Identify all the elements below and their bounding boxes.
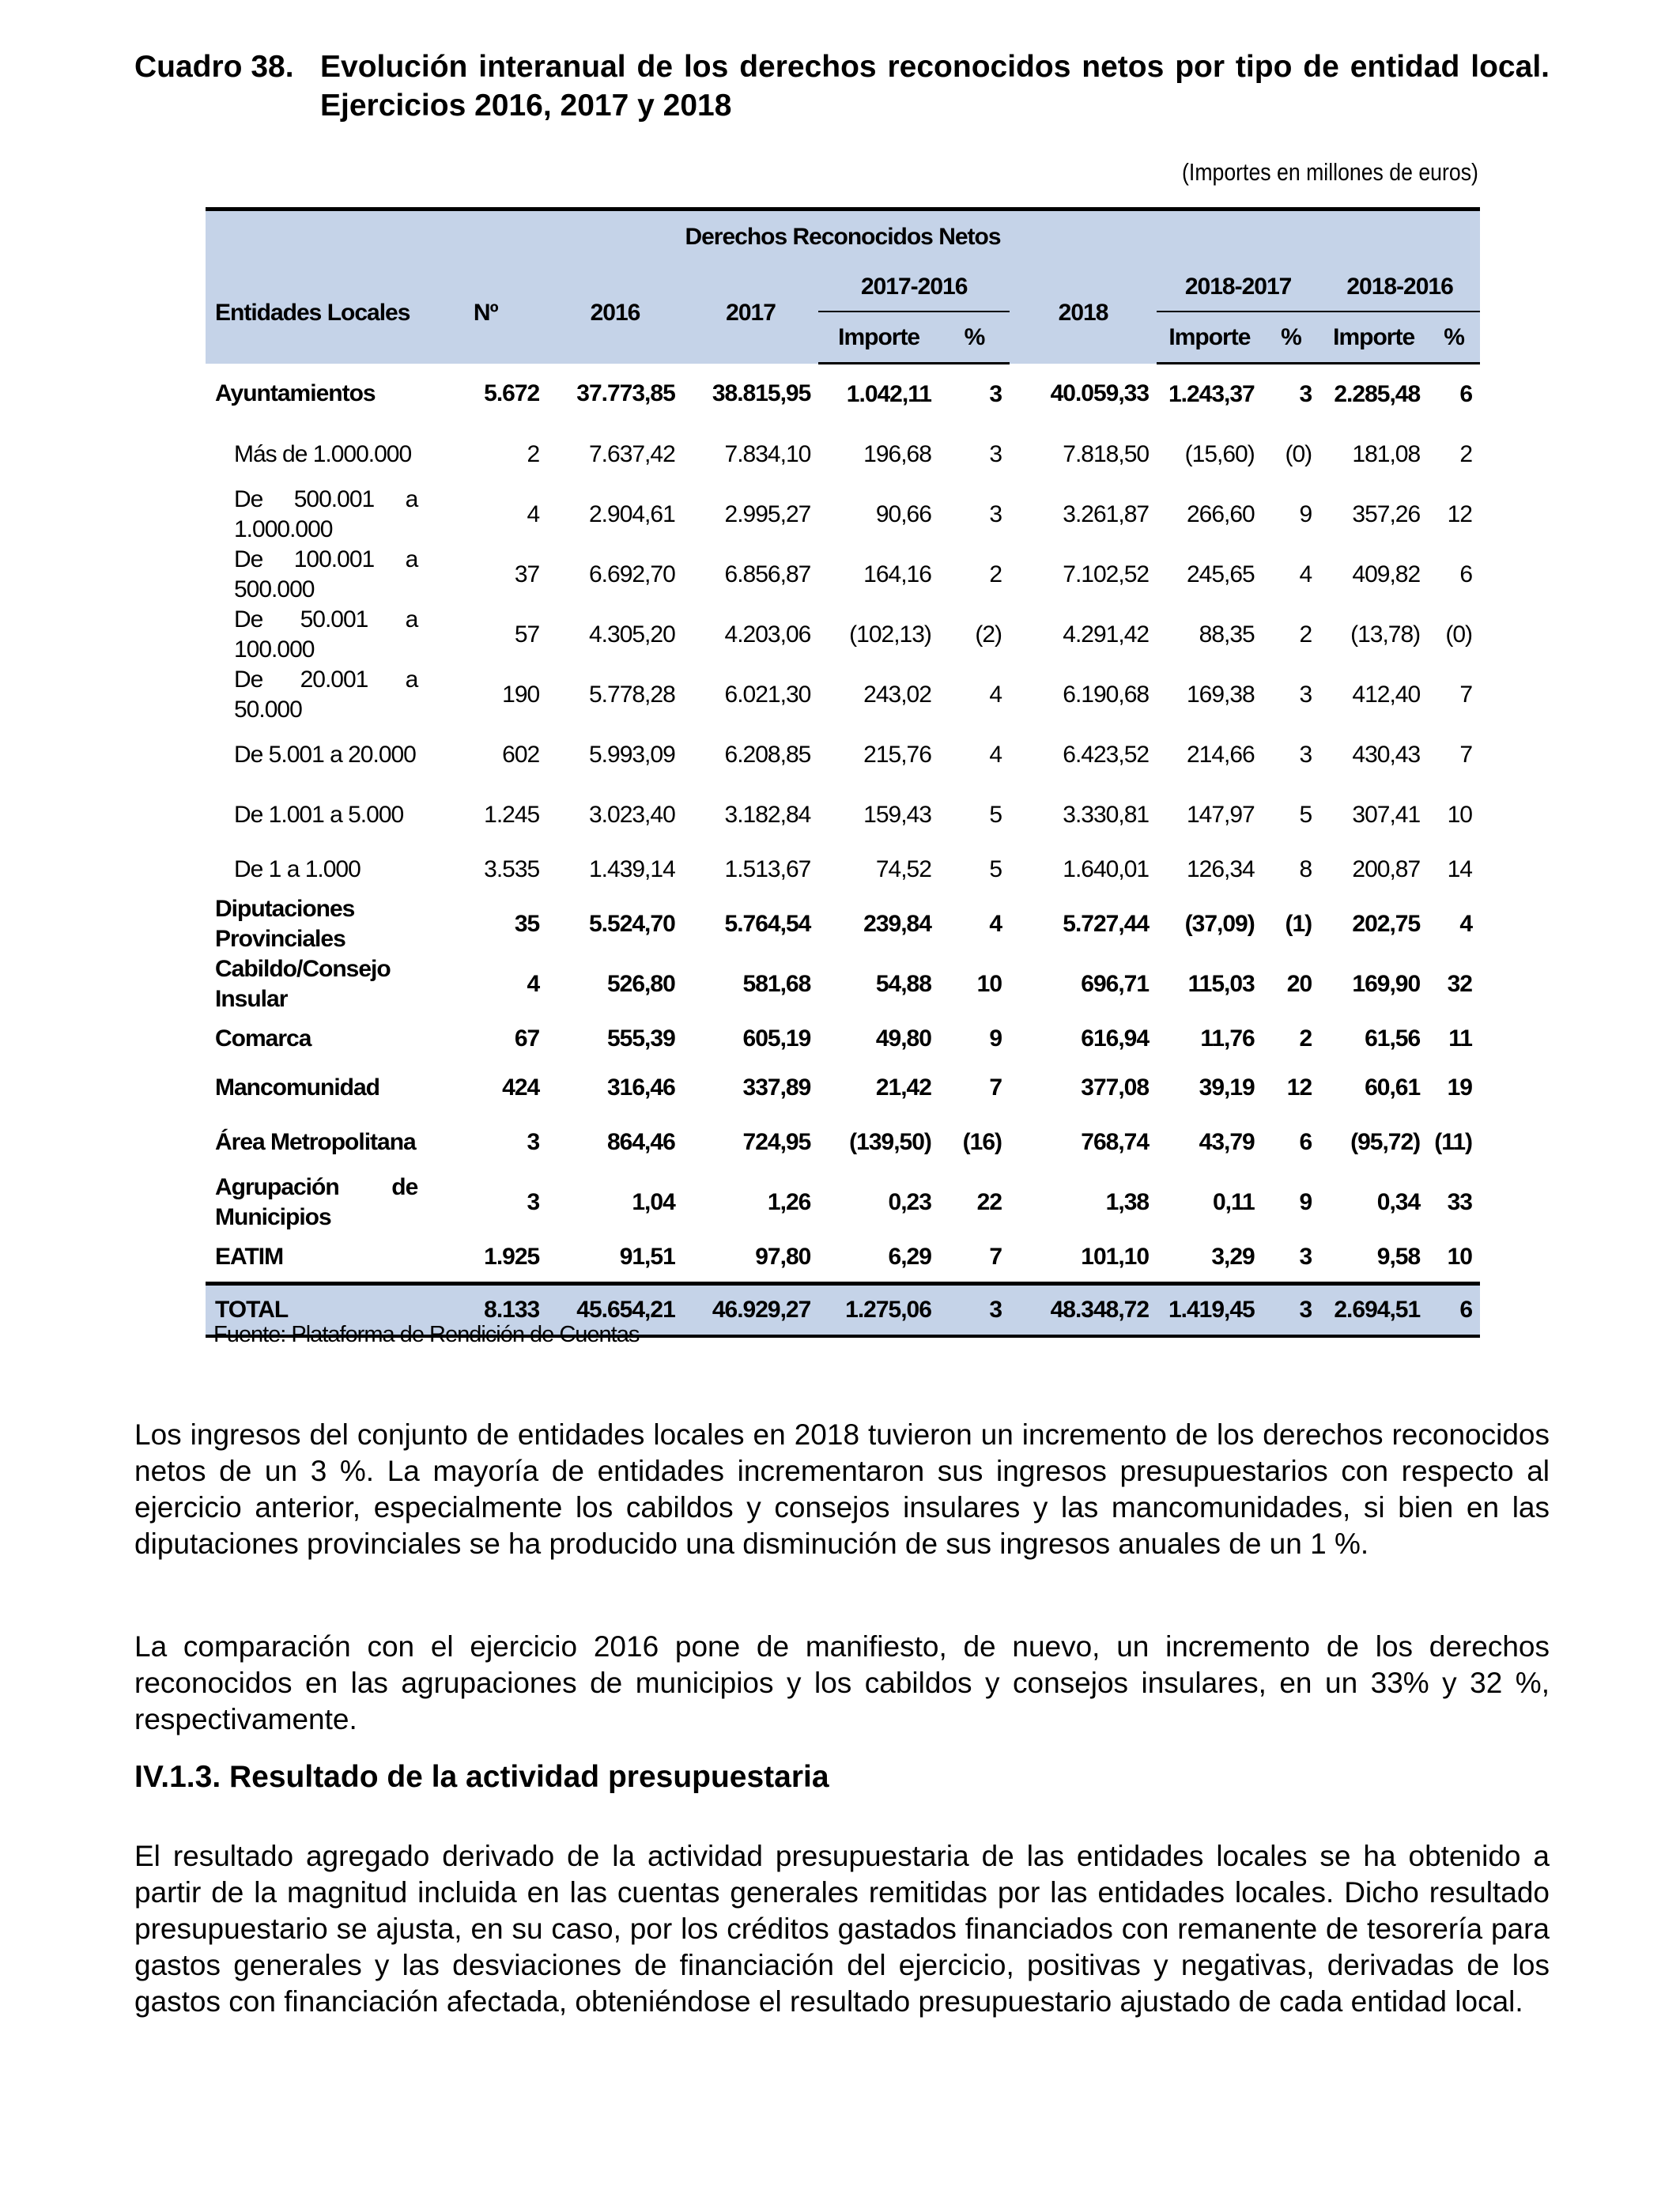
cell: (37,09) <box>1184 911 1255 937</box>
cell: (15,60) <box>1184 441 1255 467</box>
cell: 3 <box>1263 1284 1319 1337</box>
cell: 4 <box>989 742 1002 768</box>
cell: 1.925 <box>484 1244 540 1270</box>
table-header <box>206 210 1480 364</box>
cell: 45.654,21 <box>547 1284 683 1337</box>
cell: 54,88 <box>875 971 931 997</box>
header-2016: 2016 <box>547 263 683 364</box>
cell: 12 <box>1447 501 1472 527</box>
cell: 2.904,61 <box>588 501 675 527</box>
cell: 5 <box>989 856 1002 882</box>
cell: 200,87 <box>1352 856 1421 882</box>
cell: 245,65 <box>1186 561 1255 587</box>
cell: 3 <box>1299 742 1312 768</box>
cell: 3 <box>527 1129 540 1155</box>
cell: 3 <box>989 441 1002 467</box>
cell: 19 <box>1447 1074 1472 1101</box>
cell: 39,19 <box>1199 1074 1255 1101</box>
row-label: Ayuntamientos <box>215 380 376 407</box>
cell: 2 <box>1299 621 1312 648</box>
cell: 10 <box>976 971 1002 997</box>
cell: 4 <box>989 911 1002 937</box>
cell: 5.764,54 <box>724 911 811 937</box>
row-label: De 1 a 1.000 <box>234 856 361 882</box>
section-heading: IV.1.3. Resultado de la actividad presupuestaria <box>134 1760 829 1794</box>
cell: 307,41 <box>1352 802 1421 828</box>
header-importe: Importe <box>1157 312 1263 364</box>
cell: 169,90 <box>1352 971 1421 997</box>
table-row <box>206 1063 1480 1112</box>
cell: 57 <box>514 621 540 648</box>
cell: 7.102,52 <box>1063 561 1150 587</box>
row-label: De 20.001 a 50.000 <box>234 667 418 723</box>
cell: 3 <box>1299 381 1312 407</box>
row-label: TOTAL <box>206 1284 424 1337</box>
cell: 3.261,87 <box>1063 501 1150 527</box>
rights-table <box>206 207 1480 1338</box>
row-label: Comarca <box>215 1025 311 1052</box>
cell: 6 <box>1299 1129 1312 1155</box>
cell: 4.305,20 <box>588 621 675 648</box>
cell: 3 <box>1299 1244 1312 1270</box>
cell: 43,79 <box>1199 1129 1255 1155</box>
cell: 202,75 <box>1352 911 1421 937</box>
cell: 9 <box>1299 501 1312 527</box>
cell: 9 <box>989 1025 1002 1052</box>
row-label: Agrupación de Municipios <box>215 1174 418 1230</box>
table-row <box>206 1233 1480 1284</box>
cell: 190 <box>502 682 540 708</box>
cell: 6.190,68 <box>1063 682 1150 708</box>
cell: 61,56 <box>1365 1025 1421 1052</box>
header-entidades: Entidades Locales <box>206 263 424 364</box>
row-label: De 500.001 a 1.000.000 <box>234 486 418 542</box>
cell: (102,13) <box>849 621 931 648</box>
cell: 412,40 <box>1352 682 1421 708</box>
cell: 5.778,28 <box>588 682 675 708</box>
cell: 5.727,44 <box>1063 911 1150 937</box>
cell: 424 <box>502 1074 540 1101</box>
cell: 7.637,42 <box>588 441 675 467</box>
header-2017-2016: 2017-2016 <box>818 263 1010 312</box>
table-row <box>206 605 1480 665</box>
cell: 3.330,81 <box>1063 802 1150 828</box>
cell: 3 <box>989 381 1002 407</box>
cell: 555,39 <box>607 1025 675 1052</box>
table-row <box>206 665 1480 725</box>
table-row <box>206 1014 1480 1063</box>
cell: 602 <box>502 742 540 768</box>
cell: 7 <box>989 1074 1002 1101</box>
cell: 266,60 <box>1186 501 1255 527</box>
cell: 20 <box>1286 971 1312 997</box>
cell: 2.694,51 <box>1319 1284 1428 1337</box>
caption-text: Evolución interanual de los derechos reconocidos netos por tipo de entidad local. Ejercicios 2016, 2017 y 2018 <box>320 50 1550 123</box>
cell: 101,10 <box>1081 1244 1150 1270</box>
cell: 9,58 <box>1376 1244 1421 1270</box>
cell: (1) <box>1285 911 1312 937</box>
cell: 35 <box>514 911 540 937</box>
cell: 1.275,06 <box>818 1284 939 1337</box>
cell: 6.208,85 <box>724 742 811 768</box>
cell: 67 <box>514 1025 540 1052</box>
cell: (11) <box>1434 1129 1472 1155</box>
cell: 696,71 <box>1081 971 1150 997</box>
cell: 1,26 <box>767 1189 811 1215</box>
cell: 7.834,10 <box>724 441 811 467</box>
cell: 11 <box>1448 1025 1472 1052</box>
cell: 115,03 <box>1187 971 1255 997</box>
paragraph-2: La comparación con el ejercicio 2016 pone de manifiesto, de nuevo, un incremento de los derechos reconocidos en las agrupaciones de municipios y los cabildos y consejos insulares, en un 33% y 32 %, respectivamente. <box>134 1630 1550 1735</box>
cell: 6.856,87 <box>724 561 811 587</box>
header-importe: Importe <box>1319 312 1428 364</box>
cell: (13,78) <box>1350 621 1421 648</box>
header-pct: % <box>1428 312 1480 364</box>
cell: 316,46 <box>607 1074 675 1101</box>
cell: 4 <box>1299 561 1312 587</box>
table-row <box>206 425 1480 485</box>
cell: 214,66 <box>1186 742 1255 768</box>
paragraph-1: Los ingresos del conjunto de entidades locales en 2018 tuvieron un incremento de los derechos reconocidos netos de un 3 %. La mayoría de entidades incrementaron sus ingresos presupuestarios con respecto al ejercicio anterior, especialmente los cabildos y consejos insulares y las mancomunidades, si bien en las diputaciones provinciales se ha producido una disminución de sus ingresos anuales de un 1 %. <box>134 1418 1550 1560</box>
paragraph-3: El resultado agregado derivado de la actividad presupuestaria de las entidades locales se ha obtenido a partir de la magnitud incluida en las cuentas generales remitidas por las entidades locales. Dicho resultado presupuestario se ajusta, en su caso, por los créditos gastados financiados con remanente de tesorería para gastos generales y las desviaciones de financiación del ejercicio, positivas y negativas, derivadas de los gastos con financiación afectada, obteniéndose el resultado presupuestario ajustado de cada entidad local. <box>134 1840 1550 2018</box>
header-2018: 2018 <box>1010 263 1157 364</box>
cell: 4.203,06 <box>724 621 811 648</box>
cell: 430,43 <box>1352 742 1421 768</box>
row-label: De 5.001 a 20.000 <box>234 742 416 768</box>
cell: 3,29 <box>1211 1244 1255 1270</box>
cell: 97,80 <box>755 1244 811 1270</box>
row-label: Mancomunidad <box>215 1074 380 1101</box>
header-2018-2016: 2018-2016 <box>1319 263 1480 312</box>
row-label: EATIM <box>215 1244 284 1270</box>
cell: 409,82 <box>1352 561 1421 587</box>
cell: 90,66 <box>875 501 931 527</box>
cell: 38.815,95 <box>712 380 811 407</box>
row-label: De 50.001 a 100.000 <box>234 606 418 663</box>
cell: 49,80 <box>875 1025 931 1052</box>
cell: 9 <box>1299 1189 1312 1215</box>
cell: (139,50) <box>849 1129 931 1155</box>
table-row <box>206 364 1480 425</box>
cell: 3.182,84 <box>724 802 811 828</box>
header-2017: 2017 <box>683 263 819 364</box>
units-note: (Importes en millones de euros) <box>1182 158 1478 186</box>
cell: 581,68 <box>742 971 811 997</box>
cell: 181,08 <box>1352 441 1421 467</box>
cell: 12 <box>1286 1074 1312 1101</box>
cell: 48.348,72 <box>1010 1284 1157 1337</box>
cell: 0,23 <box>888 1189 931 1215</box>
cell: 46.929,27 <box>683 1284 819 1337</box>
cell: 616,94 <box>1081 1025 1150 1052</box>
table-row <box>206 954 1480 1014</box>
cell: (95,72) <box>1350 1129 1421 1155</box>
cell: 21,42 <box>875 1074 931 1101</box>
cell: 6,29 <box>888 1244 931 1270</box>
cell: 1,04 <box>632 1189 675 1215</box>
cell: 88,35 <box>1199 621 1255 648</box>
cell: 7 <box>989 1244 1002 1270</box>
cell: 7 <box>1459 742 1472 768</box>
cell: 6.692,70 <box>588 561 675 587</box>
cell: 215,76 <box>863 742 931 768</box>
cell: 526,80 <box>607 971 675 997</box>
cell: 1.439,14 <box>588 856 675 882</box>
cell: 5.524,70 <box>588 911 675 937</box>
row-label: De 100.001 a 500.000 <box>234 546 418 602</box>
row-label: De 1.001 a 5.000 <box>234 802 404 828</box>
cell: 6.423,52 <box>1063 742 1150 768</box>
header-n: Nº <box>424 263 547 364</box>
cell: 768,74 <box>1081 1129 1150 1155</box>
cell: 40.059,33 <box>1050 380 1150 407</box>
cell: 1.042,11 <box>846 381 931 407</box>
header-2018-2017: 2018-2017 <box>1157 263 1319 312</box>
table-row <box>206 545 1480 605</box>
group-header: Derechos Reconocidos Netos <box>206 210 1480 264</box>
table-row <box>206 1173 1480 1233</box>
cell: 7.818,50 <box>1063 441 1150 467</box>
cell: 864,46 <box>607 1129 675 1155</box>
cell: 1,38 <box>1105 1189 1150 1215</box>
cell: 4 <box>989 682 1002 708</box>
cell: 1.419,45 <box>1157 1284 1263 1337</box>
cell: 32 <box>1447 971 1472 997</box>
cell: 1.513,67 <box>724 856 811 882</box>
cell: 1.243,37 <box>1168 381 1255 407</box>
cell: 243,02 <box>863 682 931 708</box>
cell: 337,89 <box>742 1074 811 1101</box>
cell: 6.021,30 <box>724 682 811 708</box>
cell: 605,19 <box>742 1025 811 1052</box>
cell: 0,11 <box>1213 1189 1255 1215</box>
cell: (0) <box>1285 441 1312 467</box>
cell: 5 <box>1299 802 1312 828</box>
cell: 8 <box>1299 856 1312 882</box>
cell: 11,76 <box>1200 1025 1255 1052</box>
cell: 10 <box>1447 1244 1472 1270</box>
cell: 3.023,40 <box>588 802 675 828</box>
cell: 196,68 <box>863 441 931 467</box>
cell: 724,95 <box>742 1129 811 1155</box>
cell: (2) <box>975 621 1002 648</box>
cell: 4.291,42 <box>1063 621 1150 648</box>
header-importe: Importe <box>818 312 939 364</box>
cell: 60,61 <box>1365 1074 1421 1101</box>
cell: 126,34 <box>1186 856 1255 882</box>
cell: 33 <box>1447 1189 1472 1215</box>
caption-number: Cuadro 38. <box>134 50 294 84</box>
table-row <box>206 725 1480 785</box>
cell: 6 <box>1428 1284 1480 1337</box>
table-row <box>206 485 1480 545</box>
cell: (16) <box>962 1129 1002 1155</box>
table-body <box>206 364 1480 1337</box>
cell: 3 <box>939 1284 1010 1337</box>
cell: 37.773,85 <box>576 380 675 407</box>
cell: (0) <box>1445 621 1472 648</box>
cell: 91,51 <box>619 1244 675 1270</box>
table-row <box>206 785 1480 845</box>
cell: 159,43 <box>863 802 931 828</box>
cell: 37 <box>514 561 540 587</box>
cell: 164,16 <box>863 561 931 587</box>
cell: 14 <box>1447 856 1472 882</box>
cell: 169,38 <box>1186 682 1255 708</box>
cell: 0,34 <box>1376 1189 1421 1215</box>
cell: 5 <box>989 802 1002 828</box>
cell: 1.640,01 <box>1063 856 1150 882</box>
cell: 147,97 <box>1186 802 1255 828</box>
cell: 2.995,27 <box>724 501 811 527</box>
row-label: Área Metropolitana <box>215 1129 416 1155</box>
cell: 8.133 <box>424 1284 547 1337</box>
header-pct: % <box>939 312 1010 364</box>
cell: 2 <box>527 441 540 467</box>
cell: 22 <box>976 1189 1002 1215</box>
cell: 4 <box>1459 911 1472 937</box>
table-source: Fuente: Plataforma de Rendición de Cuentas <box>213 1322 640 1347</box>
cell: 3 <box>989 501 1002 527</box>
cell: 7 <box>1459 682 1472 708</box>
cell: 239,84 <box>863 911 931 937</box>
cell: 357,26 <box>1352 501 1421 527</box>
cell: 5.993,09 <box>588 742 675 768</box>
cell: 5.672 <box>484 380 540 407</box>
cell: 3 <box>1299 682 1312 708</box>
table-row <box>206 845 1480 894</box>
cell: 4 <box>527 501 540 527</box>
cell: 2 <box>989 561 1002 587</box>
cell: 3.535 <box>484 856 540 882</box>
cell: 74,52 <box>875 856 931 882</box>
table-caption <box>134 47 1550 125</box>
row-label: Más de 1.000.000 <box>234 441 412 467</box>
table-row <box>206 1112 1480 1173</box>
table-row <box>206 894 1480 954</box>
cell: 6 <box>1459 561 1472 587</box>
cell: 2.285,48 <box>1334 381 1421 407</box>
cell: 2 <box>1299 1025 1312 1052</box>
cell: 2 <box>1459 441 1472 467</box>
row-label: Diputaciones Provinciales <box>215 896 355 952</box>
cell: 10 <box>1447 802 1472 828</box>
row-label: Cabildo/Consejo Insular <box>215 956 391 1012</box>
header-pct: % <box>1263 312 1319 364</box>
cell: 1.245 <box>484 802 540 828</box>
cell: 377,08 <box>1081 1074 1150 1101</box>
cell: 6 <box>1459 381 1472 407</box>
cell: 4 <box>527 971 540 997</box>
cell: 3 <box>527 1189 540 1215</box>
